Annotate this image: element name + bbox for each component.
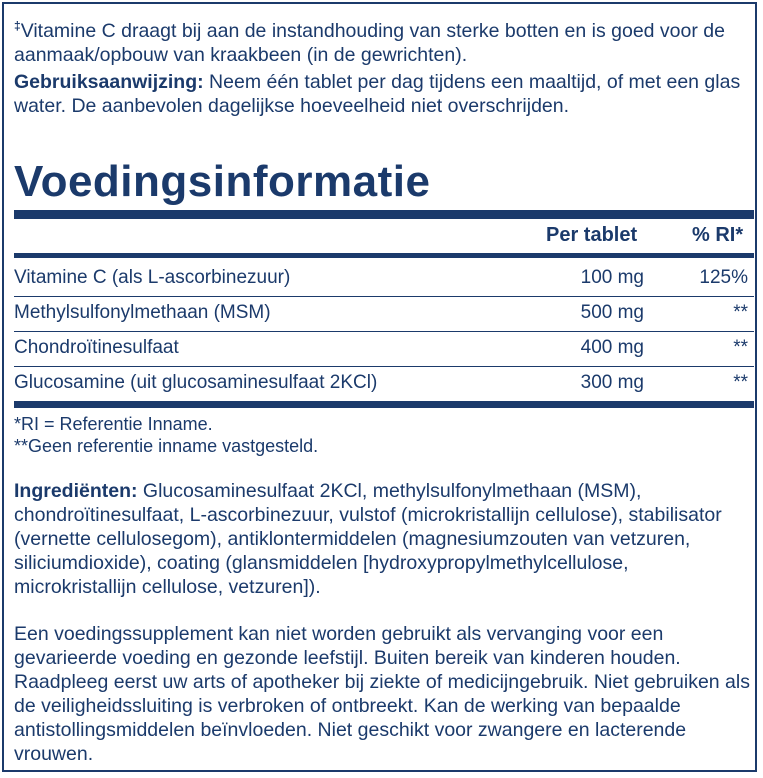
table-row [14,298,754,328]
intro-text: Vitamine C draagt bij aan de instandhouding van sterke botten en is goed voor de aanmaak/opbouw van kraakbeen (in de gewrichten). [14,20,725,66]
row-divider [14,366,754,367]
footnote-ri: *RI = Referentie Inname. [14,414,213,434]
supplement-label [2,2,757,772]
row-divider [14,331,754,332]
row-amount: 100 mg [580,267,644,288]
table-bottom-rule [14,401,754,408]
row-ri: 125% [699,267,748,288]
nutrition-title: Voedingsinformatie [14,157,431,206]
col-per-tablet: Per tablet [546,224,638,246]
usage-text: Neem één tablet per dag tijdens een maaltijd, of met een glas water. De aanbevolen dagelijkse hoeveelheid niet overschrijden. [14,71,741,117]
row-amount: 500 mg [580,302,644,323]
table-row [14,263,754,293]
row-name: Chondroïtinesulfaat [14,337,179,358]
row-ri: ** [733,372,748,393]
row-amount: 400 mg [580,337,644,358]
ingredients-paragraph [14,479,754,599]
table-top-rule [14,210,754,219]
ingredients-label: Ingrediënten: [14,480,138,502]
footnote-no-ri: **Geen referentie inname vastgesteld. [14,436,319,456]
row-amount: 300 mg [580,372,644,393]
double-dagger-marker: ‡ [14,19,21,33]
row-name: Methylsulfonylmethaan (MSM) [14,302,271,323]
header-rule [14,253,754,258]
row-name: Vitamine C (als L-ascorbinezuur) [14,267,291,288]
table-row [14,333,754,363]
table-row [14,368,754,398]
row-divider [14,296,754,297]
usage-label: Gebruiksaanwijzing: [14,71,204,93]
warning-paragraph: Een voedingssupplement kan niet worden gebruikt als vervanging voor een gevarieerde voeding en gezonde leefstijl. Buiten bereik van kinderen houden. Raadpleeg eerst uw arts of apotheker bij ziekte of medicijngebruik. Niet gebruiken als de veiligheidssluiting is verbroken of ontbreekt. Kan de werking van bepaalde antistollingsmiddelen beïnvloeden. Niet geschikt voor zwangere en lacterende vrouwen. [14,623,750,765]
row-name: Glucosamine (uit glucosaminesulfaat 2KCl) [14,372,378,393]
intro-paragraph [14,14,754,67]
usage-paragraph [14,70,754,118]
col-ri: % RI* [692,224,744,246]
row-ri: ** [733,337,748,358]
ingredients-text: Glucosaminesulfaat 2KCl, methylsulfonylmethaan (MSM), chondroïtinesulfaat, L-ascorbinezuur, vulstof (microkristallijn cellulose), stabilisator (vernette cellulosegom), antiklontermiddelen (magnesiumzouten van vetzuren, siliciumdioxide), coating (glansmiddelen [hydroxypropylmethylcellulose, microkristallijn cellulose, vetzuren]). [14,480,722,598]
row-ri: ** [733,302,748,323]
